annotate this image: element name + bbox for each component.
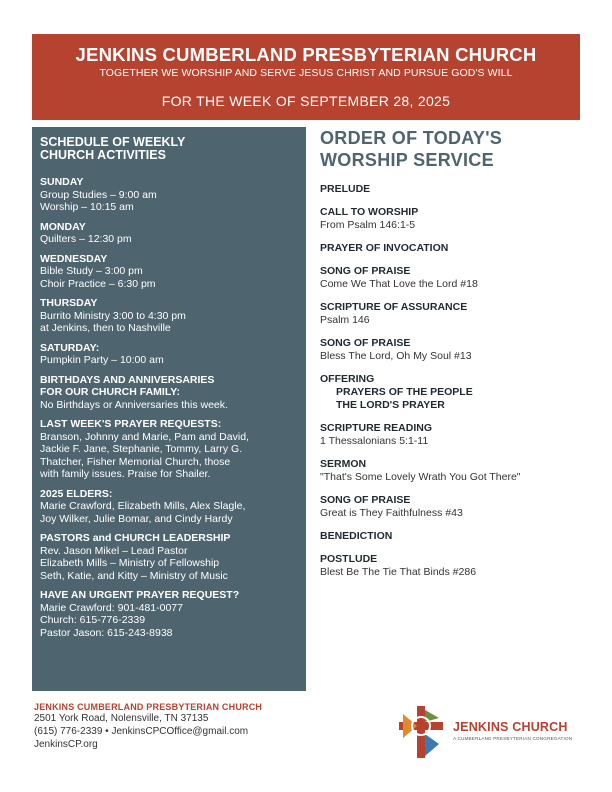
schedule-line: Marie Crawford: 901-481-0077 — [40, 601, 183, 614]
service-item-detail: Bless The Lord, Oh My Soul #13 — [320, 350, 472, 362]
service-item-detail: "That's Some Lovely Wrath You Got There" — [320, 471, 521, 483]
schedule-panel — [32, 127, 306, 691]
service-item-heading: SONG OF PRAISE — [320, 337, 411, 349]
schedule-line: Joy Wilker, Julie Bomar, and Cindy Hardy — [40, 512, 233, 525]
service-item-detail: Psalm 146 — [320, 314, 370, 326]
cross-emblem-icon — [395, 704, 447, 760]
schedule-heading: 2025 ELDERS: — [40, 487, 113, 500]
schedule-section — [40, 488, 298, 526]
order-title-line2: WORSHIP SERVICE — [320, 150, 494, 170]
service-item-heading: SONG OF PRAISE — [320, 494, 411, 506]
schedule-line: Elizabeth Mills – Ministry of Fellowship — [40, 557, 220, 569]
schedule-line: Bible Study – 3:00 pm — [40, 265, 143, 277]
schedule-section — [40, 221, 298, 246]
service-item-heading: BENEDICTION — [320, 530, 393, 542]
service-item-heading: SCRIPTURE READING — [320, 422, 433, 434]
logo-name: JENKINS CHURCH — [453, 720, 568, 734]
logo-tagline: A CUMBERLAND PRESBYTERIAN CONGREGATION — [453, 736, 573, 741]
service-item — [320, 458, 590, 484]
header-banner — [32, 34, 580, 120]
service-item — [320, 553, 590, 579]
footer-address: 2501 York Road, Nolensville, TN 37135 — [34, 713, 209, 724]
schedule-heading: HAVE AN URGENT PRAYER REQUEST? — [40, 589, 240, 601]
schedule-line: Thatcher, Fisher Memorial Church, those — [40, 455, 231, 468]
flame-shape-left — [403, 714, 417, 738]
service-item-detail: Great is They Faithfulness #43 — [320, 507, 463, 519]
schedule-heading: MONDAY — [40, 220, 86, 233]
schedule-line: Jackie F. Jane, Stephanie, Tommy, Larry G. — [40, 443, 243, 455]
schedule-section — [40, 297, 298, 335]
service-item-heading: POSTLUDE — [320, 553, 378, 565]
service-item-heading: PRELUDE — [320, 183, 371, 195]
service-item-heading: PRAYER OF INVOCATION — [320, 242, 449, 254]
jenkins-church-logo — [395, 704, 585, 760]
service-item — [320, 494, 590, 520]
schedule-section — [40, 418, 298, 481]
schedule-section — [40, 342, 298, 367]
schedule-line: Burrito Ministry 3:00 to 4:30 pm — [40, 309, 186, 322]
schedule-section — [40, 176, 298, 214]
service-item — [320, 242, 590, 255]
schedule-title: SCHEDULE OF WEEKLY CHURCH ACTIVITIES — [40, 135, 186, 162]
schedule-section — [40, 374, 298, 412]
schedule-heading: SATURDAY: — [40, 341, 100, 354]
order-of-service — [320, 127, 590, 589]
schedule-heading: LAST WEEK'S PRAYER REQUESTS: — [40, 418, 222, 430]
order-title-line1: ORDER OF TODAY'S — [320, 128, 503, 148]
service-item-detail: Come We That Love the Lord #18 — [320, 278, 478, 290]
schedule-line: Worship – 10:15 am — [40, 201, 134, 213]
service-item-heading: SCRIPTURE OF ASSURANCE — [320, 301, 468, 313]
schedule-section — [40, 253, 298, 291]
schedule-line: Group Studies – 9:00 am — [40, 188, 157, 201]
service-item-heading: SERMON — [320, 458, 367, 470]
footer-contact — [34, 702, 364, 751]
church-title: JENKINS CUMBERLAND PRESBYTERIAN CHURCH — [75, 44, 537, 65]
service-item-detail: 1 Thessalonians 5:1-11 — [320, 435, 429, 447]
service-sub-item: PRAYERS OF THE PEOPLE — [336, 386, 473, 398]
schedule-line: Pumpkin Party – 10:00 am — [40, 354, 164, 366]
schedule-line: with family issues. Praise for Shailer. — [40, 468, 211, 480]
schedule-heading: BIRTHDAYS AND ANNIVERSARIES — [40, 373, 215, 386]
service-item — [320, 422, 590, 448]
schedule-section — [40, 589, 298, 639]
service-item-heading: OFFERING — [320, 373, 375, 385]
service-item — [320, 183, 590, 196]
shape-right-lower — [425, 734, 439, 756]
schedule-heading: PASTORS and CHURCH LEADERSHIP — [40, 532, 231, 544]
order-items — [320, 183, 590, 579]
schedule-line: at Jenkins, then to Nashville — [40, 322, 171, 334]
schedule-line: Quilters – 12:30 pm — [40, 233, 132, 245]
service-item — [320, 301, 590, 327]
schedule-sections — [40, 176, 298, 639]
service-item-detail: From Psalm 146:1-5 — [320, 219, 416, 231]
cross-vertical-bar — [417, 706, 425, 758]
footer-church-name: JENKINS CUMBERLAND PRESBYTERIAN CHURCH — [34, 702, 263, 712]
service-item — [320, 206, 590, 232]
schedule-heading: THURSDAY — [40, 297, 98, 309]
service-item-heading: CALL TO WORSHIP — [320, 206, 419, 218]
service-sub-item: THE LORD'S PRAYER — [336, 399, 445, 411]
service-item — [320, 265, 590, 291]
schedule-heading-continued: FOR OUR CHURCH FAMILY: — [40, 386, 180, 398]
service-item — [320, 373, 590, 412]
church-tagline: TOGETHER WE WORSHIP AND SERVE JESUS CHRIST AND PURSUE GOD'S WILL — [99, 67, 513, 79]
schedule-line: Pastor Jason: 615-243-8938 — [40, 626, 173, 639]
schedule-section — [40, 532, 298, 582]
service-item — [320, 530, 590, 543]
service-item-heading: SONG OF PRAISE — [320, 265, 411, 277]
schedule-heading: SUNDAY — [40, 176, 84, 188]
week-label: FOR THE WEEK OF SEPTEMBER 28, 2025 — [161, 93, 451, 109]
footer-contact-line: (615) 776-2339 • JenkinsCPCOffice@gmail.com — [34, 726, 249, 737]
schedule-line: Choir Practice – 6:30 pm — [40, 277, 156, 290]
schedule-heading: WEDNESDAY — [40, 252, 108, 265]
schedule-line: Marie Crawford, Elizabeth Mills, Alex Slagle, — [40, 500, 246, 512]
service-item-detail: Blest Be The Tie That Binds #286 — [320, 566, 477, 578]
footer-website[interactable]: JenkinsCP.org — [34, 739, 98, 750]
service-item — [320, 337, 590, 363]
schedule-line: Branson, Johnny and Marie, Pam and David, — [40, 430, 249, 443]
schedule-line: Rev. Jason Mikel – Lead Pastor — [40, 544, 188, 557]
order-title — [320, 127, 590, 171]
schedule-line: Seth, Katie, and Kitty – Ministry of Music — [40, 569, 228, 582]
schedule-line: No Birthdays or Anniversaries this week. — [40, 398, 228, 411]
schedule-line: Church: 615-776-2339 — [40, 614, 146, 626]
